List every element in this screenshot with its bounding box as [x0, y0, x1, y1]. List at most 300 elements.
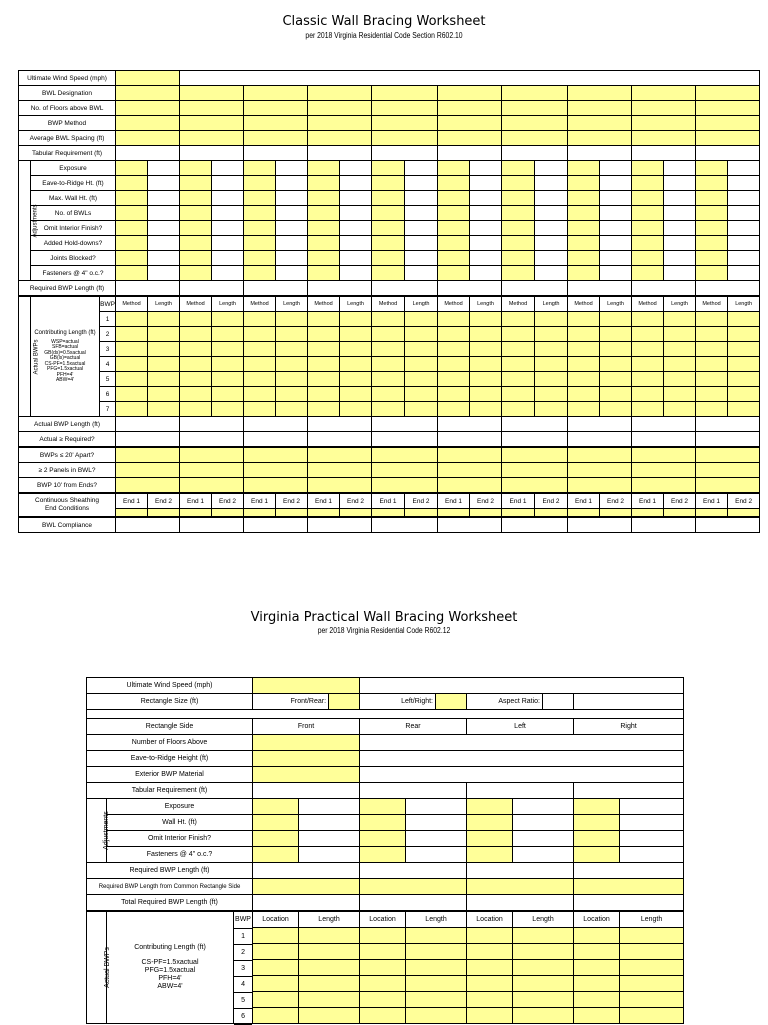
wind-speed-input[interactable]	[116, 71, 180, 86]
joints-blocked-input[interactable]	[116, 251, 148, 266]
bwp-method-input[interactable]	[372, 372, 405, 387]
bwp-method-input[interactable]	[116, 372, 148, 387]
bwp-length-input[interactable]	[299, 992, 360, 1008]
bwp-method-input[interactable]	[632, 372, 664, 387]
wall-height-input[interactable]	[467, 815, 513, 831]
fasteners-input[interactable]	[568, 266, 600, 281]
wind-speed-input[interactable]	[253, 678, 360, 694]
bwp-length-input[interactable]	[470, 402, 502, 417]
bwp-length-input[interactable]	[148, 357, 180, 372]
bwp-method-input[interactable]	[180, 372, 212, 387]
bwp-method-input[interactable]	[502, 387, 535, 402]
omit-finish-input[interactable]	[467, 831, 513, 847]
bwp-length-input[interactable]	[620, 1008, 684, 1024]
bwps-apart-input[interactable]	[502, 447, 568, 463]
omit-finish-input[interactable]	[253, 831, 299, 847]
bwp-method-input[interactable]	[696, 116, 760, 131]
floors-above-input[interactable]	[244, 101, 308, 116]
bwl-designation-input[interactable]	[502, 86, 568, 101]
bwp-method-input[interactable]	[502, 312, 535, 327]
bwp-method-input[interactable]	[502, 372, 535, 387]
bwp-length-input[interactable]	[728, 372, 760, 387]
bwp-method-input[interactable]	[308, 402, 340, 417]
bwp-length-input[interactable]	[405, 402, 438, 417]
bwp-method-input[interactable]	[502, 402, 535, 417]
end-condition-input[interactable]	[372, 509, 405, 518]
bwp-length-input[interactable]	[212, 372, 244, 387]
bwp-method-input[interactable]	[568, 402, 600, 417]
end-condition-input[interactable]	[276, 509, 308, 518]
bwp-length-input[interactable]	[513, 992, 574, 1008]
bwp-length-input[interactable]	[664, 342, 696, 357]
bwp-method-input[interactable]	[696, 342, 728, 357]
floors-above-input[interactable]	[568, 101, 632, 116]
bwp-length-input[interactable]	[535, 312, 568, 327]
bwp-location-input[interactable]	[467, 976, 513, 992]
bwp-length-input[interactable]	[728, 402, 760, 417]
bwp-method-input[interactable]	[696, 327, 728, 342]
joints-blocked-input[interactable]	[696, 251, 728, 266]
bwp-length-input[interactable]	[535, 387, 568, 402]
bwp-method-input[interactable]	[632, 327, 664, 342]
num-bwls-input[interactable]	[696, 206, 728, 221]
omit-finish-input[interactable]	[632, 221, 664, 236]
bwp-location-input[interactable]	[360, 960, 406, 976]
bwp-method-input[interactable]	[308, 342, 340, 357]
omit-finish-input[interactable]	[568, 221, 600, 236]
bwp-length-input[interactable]	[664, 387, 696, 402]
end-condition-input[interactable]	[502, 509, 535, 518]
bwp-length-input[interactable]	[664, 402, 696, 417]
wall-height-input[interactable]	[244, 191, 276, 206]
bwp-method-input[interactable]	[116, 387, 148, 402]
bwp-length-input[interactable]	[513, 960, 574, 976]
bwp-location-input[interactable]	[467, 960, 513, 976]
bwp-length-input[interactable]	[148, 312, 180, 327]
end-condition-input[interactable]	[308, 509, 340, 518]
bwp-location-input[interactable]	[574, 960, 620, 976]
bwl-spacing-input[interactable]	[180, 131, 244, 146]
hold-downs-input[interactable]	[632, 236, 664, 251]
from-ends-input[interactable]	[372, 478, 438, 494]
hold-downs-input[interactable]	[180, 236, 212, 251]
eave-ridge-input[interactable]	[180, 176, 212, 191]
bwp-method-input[interactable]	[568, 312, 600, 327]
bwp-method-input[interactable]	[372, 312, 405, 327]
wall-height-input[interactable]	[116, 191, 148, 206]
bwp-method-input[interactable]	[180, 327, 212, 342]
bwl-spacing-input[interactable]	[308, 131, 372, 146]
bwp-location-input[interactable]	[467, 928, 513, 944]
bwp-method-input[interactable]	[502, 116, 568, 131]
bwp-location-input[interactable]	[253, 944, 299, 960]
bwp-length-input[interactable]	[406, 992, 467, 1008]
end-condition-input[interactable]	[535, 509, 568, 518]
bwp-length-input[interactable]	[728, 357, 760, 372]
bwp-length-input[interactable]	[340, 357, 372, 372]
wall-height-input[interactable]	[372, 191, 405, 206]
bwp-method-input[interactable]	[244, 327, 276, 342]
bwp-location-input[interactable]	[574, 976, 620, 992]
common-side-input[interactable]	[467, 879, 574, 895]
bwl-designation-input[interactable]	[632, 86, 696, 101]
bwp-method-input[interactable]	[696, 387, 728, 402]
bwp-length-input[interactable]	[405, 387, 438, 402]
two-panels-input[interactable]	[696, 463, 760, 478]
bwp-method-input[interactable]	[180, 357, 212, 372]
bwp-method-input[interactable]	[568, 116, 632, 131]
hold-downs-input[interactable]	[502, 236, 535, 251]
bwp-method-input[interactable]	[696, 312, 728, 327]
bwp-method-input[interactable]	[438, 312, 470, 327]
common-side-input[interactable]	[253, 879, 360, 895]
bwp-length-input[interactable]	[212, 402, 244, 417]
from-ends-input[interactable]	[568, 478, 632, 494]
bwp-length-input[interactable]	[340, 342, 372, 357]
bwp-length-input[interactable]	[340, 387, 372, 402]
bwp-location-input[interactable]	[253, 960, 299, 976]
end-condition-input[interactable]	[568, 509, 600, 518]
end-condition-input[interactable]	[405, 509, 438, 518]
wall-height-input[interactable]	[632, 191, 664, 206]
end-condition-input[interactable]	[728, 509, 760, 518]
bwp-method-input[interactable]	[438, 327, 470, 342]
joints-blocked-input[interactable]	[568, 251, 600, 266]
num-bwls-input[interactable]	[438, 206, 470, 221]
bwp-length-input[interactable]	[535, 342, 568, 357]
fasteners-input[interactable]	[253, 847, 299, 863]
bwl-designation-input[interactable]	[308, 86, 372, 101]
end-condition-input[interactable]	[664, 509, 696, 518]
floors-above-input[interactable]	[502, 101, 568, 116]
num-bwls-input[interactable]	[502, 206, 535, 221]
bwp-length-input[interactable]	[299, 944, 360, 960]
joints-blocked-input[interactable]	[632, 251, 664, 266]
bwl-spacing-input[interactable]	[372, 131, 438, 146]
joints-blocked-input[interactable]	[372, 251, 405, 266]
bwp-length-input[interactable]	[340, 312, 372, 327]
exposure-input[interactable]	[360, 799, 406, 815]
exposure-input[interactable]	[308, 161, 340, 176]
bwp-location-input[interactable]	[360, 944, 406, 960]
bwp-method-input[interactable]	[180, 116, 244, 131]
bwp-length-input[interactable]	[664, 357, 696, 372]
bwp-length-input[interactable]	[513, 1008, 574, 1024]
end-condition-input[interactable]	[340, 509, 372, 518]
end-condition-input[interactable]	[180, 509, 212, 518]
bwp-method-input[interactable]	[116, 312, 148, 327]
from-ends-input[interactable]	[438, 478, 502, 494]
exposure-input[interactable]	[502, 161, 535, 176]
bwp-method-input[interactable]	[308, 327, 340, 342]
hold-downs-input[interactable]	[696, 236, 728, 251]
bwp-length-input[interactable]	[340, 327, 372, 342]
end-condition-input[interactable]	[212, 509, 244, 518]
eave-ridge-input[interactable]	[116, 176, 148, 191]
bwl-spacing-input[interactable]	[568, 131, 632, 146]
bwp-method-input[interactable]	[632, 387, 664, 402]
num-bwls-input[interactable]	[632, 206, 664, 221]
bwp-method-input[interactable]	[116, 327, 148, 342]
bwp-length-input[interactable]	[470, 327, 502, 342]
bwp-location-input[interactable]	[574, 992, 620, 1008]
two-panels-input[interactable]	[116, 463, 180, 478]
bwp-method-input[interactable]	[308, 357, 340, 372]
floors-above-input[interactable]	[180, 101, 244, 116]
two-panels-input[interactable]	[244, 463, 308, 478]
bwps-apart-input[interactable]	[308, 447, 372, 463]
bwp-location-input[interactable]	[253, 928, 299, 944]
floors-above-input[interactable]	[116, 101, 180, 116]
bwp-length-input[interactable]	[620, 928, 684, 944]
two-panels-input[interactable]	[308, 463, 372, 478]
bwp-method-input[interactable]	[244, 372, 276, 387]
wall-height-input[interactable]	[308, 191, 340, 206]
bwp-length-input[interactable]	[299, 1008, 360, 1024]
bwp-length-input[interactable]	[535, 372, 568, 387]
exposure-input[interactable]	[253, 799, 299, 815]
fasteners-input[interactable]	[372, 266, 405, 281]
omit-finish-input[interactable]	[372, 221, 405, 236]
bwl-designation-input[interactable]	[116, 86, 180, 101]
joints-blocked-input[interactable]	[244, 251, 276, 266]
bwp-location-input[interactable]	[360, 992, 406, 1008]
bwp-method-input[interactable]	[438, 402, 470, 417]
bwp-method-input[interactable]	[372, 357, 405, 372]
bwp-length-input[interactable]	[299, 928, 360, 944]
hold-downs-input[interactable]	[568, 236, 600, 251]
bwp-method-input[interactable]	[372, 116, 438, 131]
from-ends-input[interactable]	[632, 478, 696, 494]
bwps-apart-input[interactable]	[180, 447, 244, 463]
common-side-input[interactable]	[360, 879, 467, 895]
omit-finish-input[interactable]	[244, 221, 276, 236]
bwp-method-input[interactable]	[438, 357, 470, 372]
eave-ridge-input[interactable]	[253, 751, 360, 767]
end-condition-input[interactable]	[244, 509, 276, 518]
bwp-method-input[interactable]	[308, 116, 372, 131]
bwp-length-input[interactable]	[470, 342, 502, 357]
bwps-apart-input[interactable]	[244, 447, 308, 463]
floors-above-input[interactable]	[372, 101, 438, 116]
fasteners-input[interactable]	[244, 266, 276, 281]
bwps-apart-input[interactable]	[116, 447, 180, 463]
bwl-designation-input[interactable]	[244, 86, 308, 101]
two-panels-input[interactable]	[502, 463, 568, 478]
bwp-length-input[interactable]	[728, 312, 760, 327]
fasteners-input[interactable]	[502, 266, 535, 281]
bwp-length-input[interactable]	[276, 372, 308, 387]
bwl-designation-input[interactable]	[180, 86, 244, 101]
bwp-method-input[interactable]	[116, 357, 148, 372]
exposure-input[interactable]	[180, 161, 212, 176]
joints-blocked-input[interactable]	[180, 251, 212, 266]
bwp-method-input[interactable]	[568, 342, 600, 357]
bwp-length-input[interactable]	[212, 312, 244, 327]
bwp-length-input[interactable]	[600, 402, 632, 417]
omit-finish-input[interactable]	[116, 221, 148, 236]
omit-finish-input[interactable]	[360, 831, 406, 847]
exposure-input[interactable]	[467, 799, 513, 815]
bwp-length-input[interactable]	[212, 387, 244, 402]
bwp-location-input[interactable]	[467, 1008, 513, 1024]
from-ends-input[interactable]	[180, 478, 244, 494]
bwp-length-input[interactable]	[600, 357, 632, 372]
bwp-location-input[interactable]	[467, 992, 513, 1008]
end-condition-input[interactable]	[116, 509, 148, 518]
bwp-length-input[interactable]	[276, 387, 308, 402]
bwp-length-input[interactable]	[405, 342, 438, 357]
from-ends-input[interactable]	[308, 478, 372, 494]
bwp-length-input[interactable]	[600, 342, 632, 357]
bwp-length-input[interactable]	[600, 312, 632, 327]
bwp-length-input[interactable]	[600, 387, 632, 402]
bwp-length-input[interactable]	[664, 327, 696, 342]
bwp-length-input[interactable]	[340, 372, 372, 387]
bwp-method-input[interactable]	[116, 402, 148, 417]
from-ends-input[interactable]	[502, 478, 568, 494]
bwp-method-input[interactable]	[308, 387, 340, 402]
end-condition-input[interactable]	[600, 509, 632, 518]
omit-finish-input[interactable]	[502, 221, 535, 236]
fasteners-input[interactable]	[467, 847, 513, 863]
bwp-length-input[interactable]	[470, 312, 502, 327]
end-condition-input[interactable]	[696, 509, 728, 518]
bwp-length-input[interactable]	[148, 372, 180, 387]
eave-ridge-input[interactable]	[438, 176, 470, 191]
bwp-method-input[interactable]	[568, 372, 600, 387]
bwp-method-input[interactable]	[632, 116, 696, 131]
eave-ridge-input[interactable]	[372, 176, 405, 191]
bwp-length-input[interactable]	[470, 387, 502, 402]
bwp-length-input[interactable]	[405, 372, 438, 387]
bwp-length-input[interactable]	[405, 312, 438, 327]
floors-above-input[interactable]	[308, 101, 372, 116]
bwp-length-input[interactable]	[535, 402, 568, 417]
bwp-length-input[interactable]	[620, 960, 684, 976]
bwp-location-input[interactable]	[360, 1008, 406, 1024]
bwl-designation-input[interactable]	[568, 86, 632, 101]
bwp-method-input[interactable]	[180, 402, 212, 417]
bwp-method-input[interactable]	[568, 327, 600, 342]
from-ends-input[interactable]	[244, 478, 308, 494]
exposure-input[interactable]	[244, 161, 276, 176]
bwp-location-input[interactable]	[253, 992, 299, 1008]
bwp-location-input[interactable]	[467, 944, 513, 960]
bwp-length-input[interactable]	[405, 357, 438, 372]
bwp-length-input[interactable]	[513, 976, 574, 992]
wall-height-input[interactable]	[696, 191, 728, 206]
bwp-length-input[interactable]	[620, 944, 684, 960]
bwp-length-input[interactable]	[340, 402, 372, 417]
exposure-input[interactable]	[372, 161, 405, 176]
fasteners-input[interactable]	[632, 266, 664, 281]
two-panels-input[interactable]	[180, 463, 244, 478]
bwl-spacing-input[interactable]	[696, 131, 760, 146]
wall-height-input[interactable]	[438, 191, 470, 206]
bwp-length-input[interactable]	[148, 387, 180, 402]
fasteners-input[interactable]	[116, 266, 148, 281]
bwp-length-input[interactable]	[276, 312, 308, 327]
bwp-location-input[interactable]	[574, 928, 620, 944]
hold-downs-input[interactable]	[438, 236, 470, 251]
bwp-method-input[interactable]	[502, 342, 535, 357]
bwp-method-input[interactable]	[180, 387, 212, 402]
joints-blocked-input[interactable]	[438, 251, 470, 266]
exposure-input[interactable]	[438, 161, 470, 176]
num-bwls-input[interactable]	[568, 206, 600, 221]
omit-finish-input[interactable]	[696, 221, 728, 236]
bwp-length-input[interactable]	[600, 372, 632, 387]
bwp-method-input[interactable]	[632, 342, 664, 357]
exposure-input[interactable]	[696, 161, 728, 176]
exposure-input[interactable]	[632, 161, 664, 176]
bwp-length-input[interactable]	[299, 976, 360, 992]
bwp-method-input[interactable]	[244, 402, 276, 417]
joints-blocked-input[interactable]	[308, 251, 340, 266]
bwl-spacing-input[interactable]	[244, 131, 308, 146]
exposure-input[interactable]	[116, 161, 148, 176]
bwp-length-input[interactable]	[728, 327, 760, 342]
bwp-location-input[interactable]	[574, 944, 620, 960]
hold-downs-input[interactable]	[372, 236, 405, 251]
num-bwls-input[interactable]	[180, 206, 212, 221]
bwp-method-input[interactable]	[244, 342, 276, 357]
bwp-method-input[interactable]	[180, 312, 212, 327]
bwp-method-input[interactable]	[568, 357, 600, 372]
two-panels-input[interactable]	[632, 463, 696, 478]
bwp-length-input[interactable]	[470, 357, 502, 372]
bwp-method-input[interactable]	[696, 402, 728, 417]
bwp-method-input[interactable]	[696, 357, 728, 372]
fasteners-input[interactable]	[308, 266, 340, 281]
bwp-method-input[interactable]	[632, 402, 664, 417]
bwp-length-input[interactable]	[212, 357, 244, 372]
bwp-method-input[interactable]	[632, 357, 664, 372]
bwp-length-input[interactable]	[406, 976, 467, 992]
bwl-spacing-input[interactable]	[438, 131, 502, 146]
bwp-material-input[interactable]	[253, 767, 360, 783]
bwp-method-input[interactable]	[244, 387, 276, 402]
bwp-length-input[interactable]	[276, 342, 308, 357]
bwp-method-input[interactable]	[372, 327, 405, 342]
bwp-method-input[interactable]	[438, 372, 470, 387]
bwp-length-input[interactable]	[728, 387, 760, 402]
bwp-method-input[interactable]	[244, 116, 308, 131]
bwp-method-input[interactable]	[180, 342, 212, 357]
bwl-spacing-input[interactable]	[632, 131, 696, 146]
bwp-method-input[interactable]	[116, 116, 180, 131]
hold-downs-input[interactable]	[116, 236, 148, 251]
exposure-input[interactable]	[574, 799, 620, 815]
end-condition-input[interactable]	[438, 509, 470, 518]
fasteners-input[interactable]	[360, 847, 406, 863]
bwps-apart-input[interactable]	[632, 447, 696, 463]
wall-height-input[interactable]	[360, 815, 406, 831]
omit-finish-input[interactable]	[308, 221, 340, 236]
wall-height-input[interactable]	[180, 191, 212, 206]
wall-height-input[interactable]	[568, 191, 600, 206]
omit-finish-input[interactable]	[438, 221, 470, 236]
bwp-length-input[interactable]	[470, 372, 502, 387]
two-panels-input[interactable]	[568, 463, 632, 478]
bwp-length-input[interactable]	[276, 357, 308, 372]
bwp-length-input[interactable]	[406, 928, 467, 944]
bwp-method-input[interactable]	[502, 357, 535, 372]
bwp-length-input[interactable]	[728, 342, 760, 357]
from-ends-input[interactable]	[696, 478, 760, 494]
wall-height-input[interactable]	[502, 191, 535, 206]
